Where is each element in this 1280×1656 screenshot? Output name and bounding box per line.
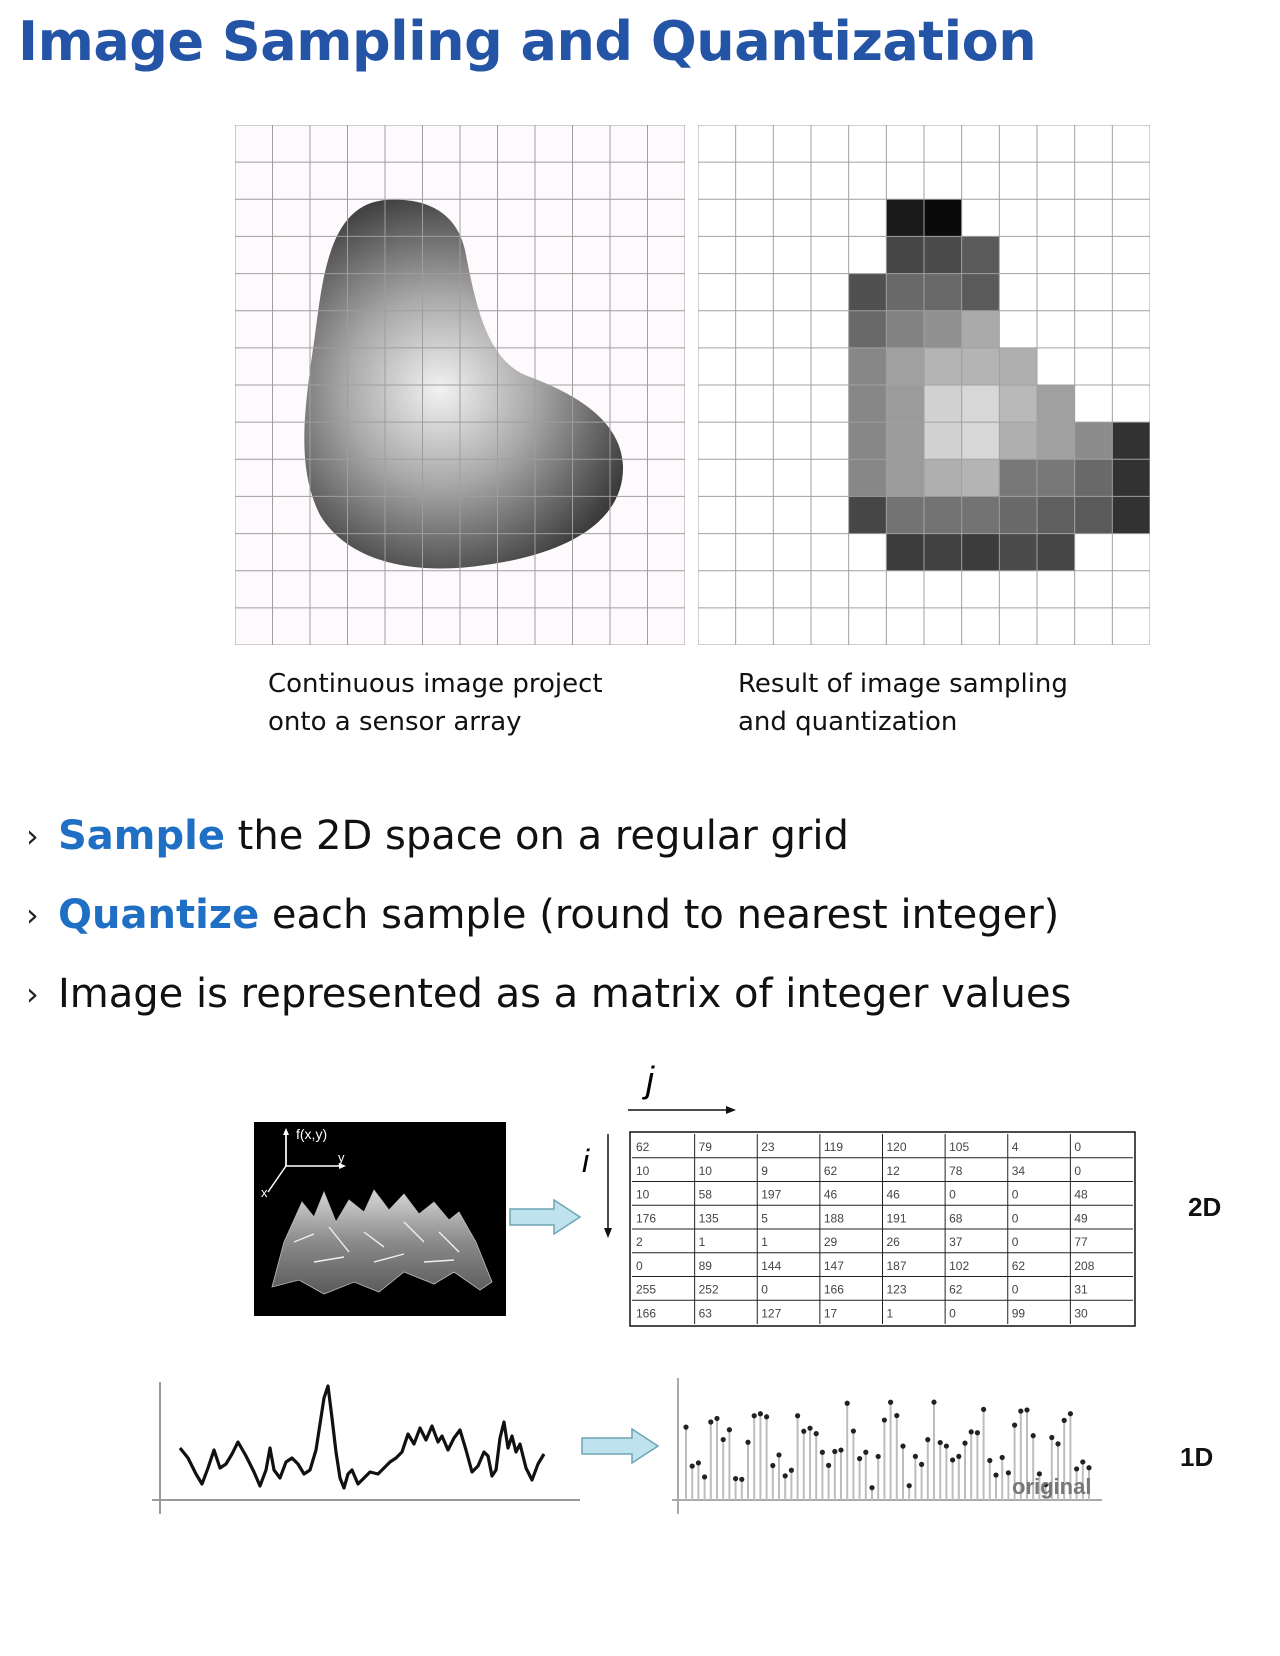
quantized-cell — [924, 274, 962, 311]
sample-point — [690, 1463, 695, 1468]
col-index-label: j — [646, 1062, 654, 1100]
sample-point — [702, 1474, 707, 1479]
quantized-cell — [962, 385, 1000, 422]
quantized-cell — [886, 274, 924, 311]
matrix-cell: 30 — [1074, 1306, 1088, 1321]
matrix-cell: 255 — [636, 1282, 657, 1297]
quantized-cell — [999, 496, 1037, 533]
sample-point — [969, 1429, 974, 1434]
matrix-cell: 23 — [761, 1140, 775, 1154]
sample-point — [820, 1450, 825, 1455]
quantized-cell — [886, 534, 924, 571]
matrix-cell: 2 — [636, 1235, 643, 1249]
sample-point — [807, 1426, 812, 1431]
quantized-cell — [1075, 422, 1113, 459]
label-1d: 1D — [1180, 1442, 1214, 1472]
matrix-cell: 147 — [823, 1258, 844, 1273]
sample-point — [938, 1440, 943, 1445]
matrix-cell: 10 — [698, 1163, 712, 1178]
sample-point — [931, 1400, 936, 1405]
sample-point — [975, 1430, 980, 1435]
sample-point — [1031, 1433, 1036, 1438]
matrix-cell: 1 — [761, 1235, 768, 1249]
quantized-cell — [962, 496, 1000, 533]
quantized-cell — [886, 348, 924, 385]
matrix-cell: 0 — [761, 1282, 768, 1297]
sample-point — [838, 1447, 843, 1452]
quantized-cell — [849, 311, 887, 348]
matrix-cell: 99 — [1011, 1306, 1026, 1321]
sample-point — [776, 1452, 781, 1457]
label-2d: 2D — [1188, 1192, 1222, 1222]
sample-point — [721, 1437, 726, 1442]
continuous-image-figure — [235, 125, 685, 645]
matrix-cell: 68 — [949, 1211, 963, 1226]
matrix-cell: 188 — [823, 1211, 844, 1226]
quantized-cell — [886, 496, 924, 533]
matrix-cell: 0 — [1011, 1235, 1019, 1249]
matrix-cell: 34 — [1011, 1163, 1026, 1178]
sample-point — [708, 1419, 713, 1424]
signal-curve — [180, 1386, 544, 1488]
sample-point — [950, 1457, 955, 1462]
sample-point — [826, 1463, 831, 1468]
matrix-cell: 208 — [1074, 1258, 1095, 1273]
surface-plot-image — [254, 1122, 506, 1316]
sample-point — [987, 1458, 992, 1463]
quantized-cell — [962, 236, 1000, 273]
matrix-cell: 48 — [1074, 1187, 1088, 1202]
sample-point — [1006, 1470, 1011, 1475]
matrix-cell: 135 — [698, 1211, 719, 1226]
matrix-cell: 105 — [949, 1140, 970, 1154]
quantized-cell — [999, 459, 1037, 496]
sample-point — [727, 1427, 732, 1432]
matrix-cell: 102 — [949, 1258, 970, 1273]
quantized-cell — [924, 534, 962, 571]
chevron-icon: › — [26, 975, 39, 1013]
continuous-signal — [150, 1378, 590, 1518]
matrix-cell: 119 — [823, 1140, 844, 1154]
quantized-cell — [849, 274, 887, 311]
quantized-cell — [886, 459, 924, 496]
sample-point — [1000, 1455, 1005, 1460]
sample-point — [925, 1437, 930, 1442]
matrix-cell: 4 — [1011, 1140, 1019, 1154]
chevron-icon: › — [26, 817, 39, 855]
matrix-cell: 0 — [1011, 1211, 1019, 1226]
matrix-cell: 123 — [886, 1282, 907, 1297]
sample-point — [770, 1463, 775, 1468]
original-label: original — [1012, 1474, 1092, 1499]
quantized-cell — [849, 422, 887, 459]
quantized-cell — [924, 348, 962, 385]
matrix-cell: 197 — [761, 1187, 782, 1202]
quantized-cell — [962, 534, 1000, 571]
sample-point — [1080, 1459, 1085, 1464]
row-index-label: i — [582, 1143, 590, 1179]
matrix-cell: 127 — [761, 1306, 782, 1321]
quantized-cell — [886, 422, 924, 459]
sample-point — [956, 1454, 961, 1459]
sample-point — [882, 1417, 887, 1422]
matrix-cell: 166 — [823, 1282, 844, 1297]
quantized-cell — [886, 199, 924, 236]
sample-point — [789, 1468, 794, 1473]
quantized-cell — [924, 236, 962, 273]
quantized-cell — [999, 534, 1037, 571]
axis-y-label: y — [338, 1150, 345, 1165]
matrix-cell: 79 — [698, 1140, 712, 1154]
matrix-cell: 0 — [1074, 1140, 1082, 1154]
quantized-cell — [886, 311, 924, 348]
quantized-cell — [1112, 422, 1150, 459]
bullet-quantize: › Quantize each sample (round to nearest integer) — [26, 889, 1071, 968]
quantized-cell — [886, 385, 924, 422]
matrix-cell: 9 — [761, 1163, 768, 1178]
matrix-cell: 1 — [886, 1306, 894, 1321]
matrix-cell: 62 — [636, 1140, 650, 1154]
quantized-cell — [849, 459, 887, 496]
sample-point — [1074, 1466, 1079, 1471]
sample-point — [758, 1411, 763, 1416]
sample-point — [894, 1413, 899, 1418]
sample-point — [783, 1473, 788, 1478]
quantized-cell — [999, 422, 1037, 459]
matrix-cell: 29 — [823, 1235, 838, 1249]
sample-point — [764, 1414, 769, 1419]
quantized-cell — [1075, 459, 1113, 496]
sample-point — [993, 1472, 998, 1477]
matrix-cell: 31 — [1074, 1282, 1088, 1297]
quantized-cell — [1037, 459, 1075, 496]
matrix-cell: 0 — [1074, 1163, 1082, 1178]
matrix-cell: 0 — [636, 1258, 643, 1273]
sample-point — [683, 1425, 688, 1430]
sample-point — [714, 1416, 719, 1421]
sample-point — [900, 1444, 905, 1449]
matrix-cell: 191 — [886, 1211, 907, 1226]
chevron-icon: › — [26, 896, 39, 934]
matrix-cell: 62 — [1011, 1258, 1026, 1273]
quantized-cell — [1037, 534, 1075, 571]
sample-point — [739, 1477, 744, 1482]
quantized-image-figure — [698, 125, 1150, 645]
matrix-cell: 46 — [823, 1187, 838, 1202]
sample-point — [845, 1401, 850, 1406]
caption-right: Result of image sampling and quantization — [738, 669, 1068, 737]
matrix-cell: 62 — [823, 1163, 838, 1178]
matrix-cell: 5 — [761, 1211, 768, 1226]
caption-left: Continuous image project onto a sensor array — [268, 669, 603, 737]
quantized-cell — [1037, 385, 1075, 422]
sample-point — [913, 1454, 918, 1459]
sample-point — [1049, 1435, 1054, 1440]
matrix-cell: 1 — [698, 1235, 706, 1249]
quantized-cell — [924, 385, 962, 422]
matrix-cell: 78 — [949, 1163, 963, 1178]
quantized-cell — [962, 311, 1000, 348]
quantized-cell — [924, 496, 962, 533]
sample-point — [944, 1443, 949, 1448]
bullet-matrix: › Image is represented as a matrix of integer values — [26, 968, 1071, 1047]
sample-point — [745, 1440, 750, 1445]
quantized-cell — [1037, 422, 1075, 459]
sample-point — [981, 1407, 986, 1412]
matrix-cell: 252 — [698, 1282, 719, 1297]
matrix-cell: 17 — [823, 1306, 838, 1321]
matrix-cell: 0 — [1011, 1282, 1019, 1297]
surface-label: f(x,y) — [296, 1126, 328, 1142]
sample-point — [795, 1413, 800, 1418]
bullet-sample: › Sample the 2D space on a regular grid — [26, 810, 1071, 889]
quantized-cell — [1037, 496, 1075, 533]
quantized-cell — [886, 236, 924, 273]
sample-point — [696, 1460, 701, 1465]
sample-point — [1068, 1411, 1073, 1416]
matrix-cell: 0 — [949, 1187, 956, 1202]
quantized-cell — [1075, 496, 1113, 533]
matrix-cell: 46 — [886, 1187, 900, 1202]
sample-point — [851, 1428, 856, 1433]
matrix-cell: 77 — [1074, 1235, 1088, 1249]
quantized-cell — [924, 459, 962, 496]
matrix-cell: 176 — [636, 1211, 657, 1226]
matrix-cell: 89 — [698, 1258, 712, 1273]
sample-point — [1024, 1407, 1029, 1412]
sample-point — [919, 1462, 924, 1467]
sample-point — [1062, 1418, 1067, 1423]
matrix-cell: 49 — [1074, 1211, 1088, 1226]
sample-point — [962, 1441, 967, 1446]
sample-point — [907, 1483, 912, 1488]
matrix-cell: 120 — [886, 1140, 907, 1154]
quantized-cell — [999, 348, 1037, 385]
quantized-cell — [849, 348, 887, 385]
axis-x-label: x — [261, 1185, 268, 1200]
quantized-cell — [962, 348, 1000, 385]
sample-point — [1012, 1423, 1017, 1428]
quantized-cell — [962, 459, 1000, 496]
sample-point — [832, 1449, 837, 1454]
quantized-cell — [924, 311, 962, 348]
matrix-cell: 0 — [1011, 1187, 1019, 1202]
matrix-cell: 0 — [949, 1306, 956, 1321]
sample-point — [857, 1456, 862, 1461]
matrix-cell: 26 — [886, 1235, 900, 1249]
quantized-cell — [849, 496, 887, 533]
matrix-cell: 10 — [636, 1163, 650, 1178]
slide-title: Image Sampling and Quantization — [18, 10, 1037, 73]
matrix-cell: 12 — [886, 1163, 900, 1178]
quantized-cell — [924, 199, 962, 236]
quantized-cell — [1112, 496, 1150, 533]
matrix-cell: 144 — [761, 1258, 782, 1273]
sample-point — [1086, 1465, 1091, 1470]
sample-point — [752, 1413, 757, 1418]
sample-point — [1018, 1408, 1023, 1413]
quantized-cell — [849, 385, 887, 422]
matrix-cell: 10 — [636, 1187, 650, 1202]
sample-point — [1055, 1441, 1060, 1446]
matrix-cell: 58 — [698, 1187, 712, 1202]
quantized-cell — [1112, 459, 1150, 496]
matrix-cell: 63 — [698, 1306, 712, 1321]
matrix-cell: 187 — [886, 1258, 907, 1273]
quantized-cell — [924, 422, 962, 459]
quantized-cell — [999, 385, 1037, 422]
sample-point — [814, 1431, 819, 1436]
quantized-cell — [962, 274, 1000, 311]
integer-matrix — [628, 1130, 1138, 1330]
sample-point — [733, 1476, 738, 1481]
sample-point — [863, 1450, 868, 1455]
matrix-cell: 166 — [636, 1306, 657, 1321]
sample-point — [801, 1429, 806, 1434]
matrix-cell: 62 — [949, 1282, 963, 1297]
matrix-cell: 37 — [949, 1235, 963, 1249]
sample-point — [888, 1400, 893, 1405]
arrow-1d-icon — [580, 1426, 662, 1466]
sample-point — [876, 1454, 881, 1459]
bullet-list — [26, 810, 1071, 1047]
sample-point — [869, 1485, 874, 1490]
sampled-signal — [672, 1372, 1112, 1518]
quantized-cell — [962, 422, 1000, 459]
